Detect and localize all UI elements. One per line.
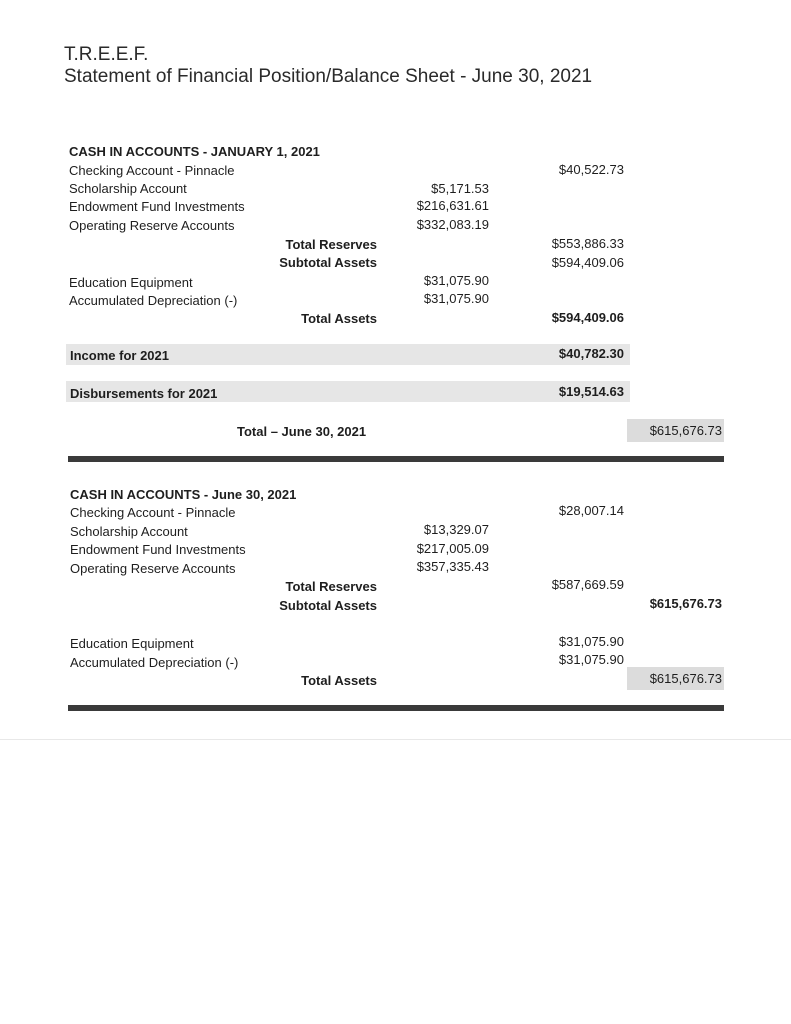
s1-total-assets-label: Total Assets — [301, 311, 377, 326]
s1-subtotal-value: $594,409.06 — [551, 255, 624, 270]
s2-total-reserves-value: $587,669.59 — [551, 577, 624, 592]
s1-operating-value: $332,083.19 — [416, 217, 489, 232]
grand-total-label: Total – June 30, 2021 — [237, 424, 367, 439]
statement-title: Statement of Financial Position/Balance Sheet - June 30, 2021 — [64, 66, 593, 87]
s1-subtotal-label: Subtotal Assets — [279, 255, 377, 270]
s1-depreciation-value: $31,075.90 — [423, 291, 489, 306]
s1-scholarship-label: Scholarship Account — [69, 181, 187, 196]
s1-equipment-value: $31,075.90 — [423, 273, 489, 288]
s1-checking-label: Checking Account - Pinnacle — [69, 163, 235, 178]
s1-total-assets-value: $594,409.06 — [551, 310, 624, 325]
disbursements-label: Disbursements for 2021 — [70, 386, 218, 401]
bottom-rule — [68, 705, 724, 711]
s2-scholarship-label: Scholarship Account — [70, 524, 188, 539]
s1-depreciation-label: Accumulated Depreciation (-) — [69, 293, 238, 308]
s1-scholarship-value: $5,171.53 — [431, 181, 489, 196]
s2-equipment-value: $31,075.90 — [558, 634, 624, 649]
org-name: T.R.E.E.F. — [64, 44, 149, 65]
section2-heading: CASH IN ACCOUNTS - June 30, 2021 — [70, 487, 297, 502]
s2-subtotal-label: Subtotal Assets — [279, 598, 377, 613]
s2-equipment-label: Education Equipment — [70, 636, 194, 651]
income-value: $40,782.30 — [558, 346, 624, 361]
s2-scholarship-value: $13,329.07 — [423, 522, 489, 537]
s1-total-reserves-label: Total Reserves — [285, 237, 377, 252]
scan-line — [0, 739, 791, 740]
s2-depreciation-label: Accumulated Depreciation (-) — [70, 655, 239, 670]
s2-depreciation-value: $31,075.90 — [558, 652, 624, 667]
s1-endowment-label: Endowment Fund Investments — [69, 199, 245, 214]
s2-operating-label: Operating Reserve Accounts — [70, 561, 236, 576]
s2-endowment-value: $217,005.09 — [416, 541, 489, 556]
income-label: Income for 2021 — [70, 348, 169, 363]
s1-equipment-label: Education Equipment — [69, 275, 193, 290]
s2-total-reserves-label: Total Reserves — [285, 579, 377, 594]
s2-total-assets-value: $615,676.73 — [649, 671, 722, 686]
s2-total-assets-label: Total Assets — [301, 673, 377, 688]
s2-operating-value: $357,335.43 — [416, 559, 489, 574]
s1-checking-value: $40,522.73 — [558, 162, 624, 177]
s2-endowment-label: Endowment Fund Investments — [70, 542, 246, 557]
s2-subtotal-value: $615,676.73 — [649, 596, 722, 611]
s1-endowment-value: $216,631.61 — [416, 198, 489, 213]
s2-checking-label: Checking Account - Pinnacle — [70, 505, 236, 520]
disbursements-value: $19,514.63 — [558, 384, 624, 399]
section1-heading: CASH IN ACCOUNTS - JANUARY 1, 2021 — [69, 144, 320, 159]
section-divider — [68, 456, 724, 462]
s2-checking-value: $28,007.14 — [558, 503, 624, 518]
grand-total-value: $615,676.73 — [649, 423, 722, 438]
s1-operating-label: Operating Reserve Accounts — [69, 218, 235, 233]
s1-total-reserves-value: $553,886.33 — [551, 236, 624, 251]
